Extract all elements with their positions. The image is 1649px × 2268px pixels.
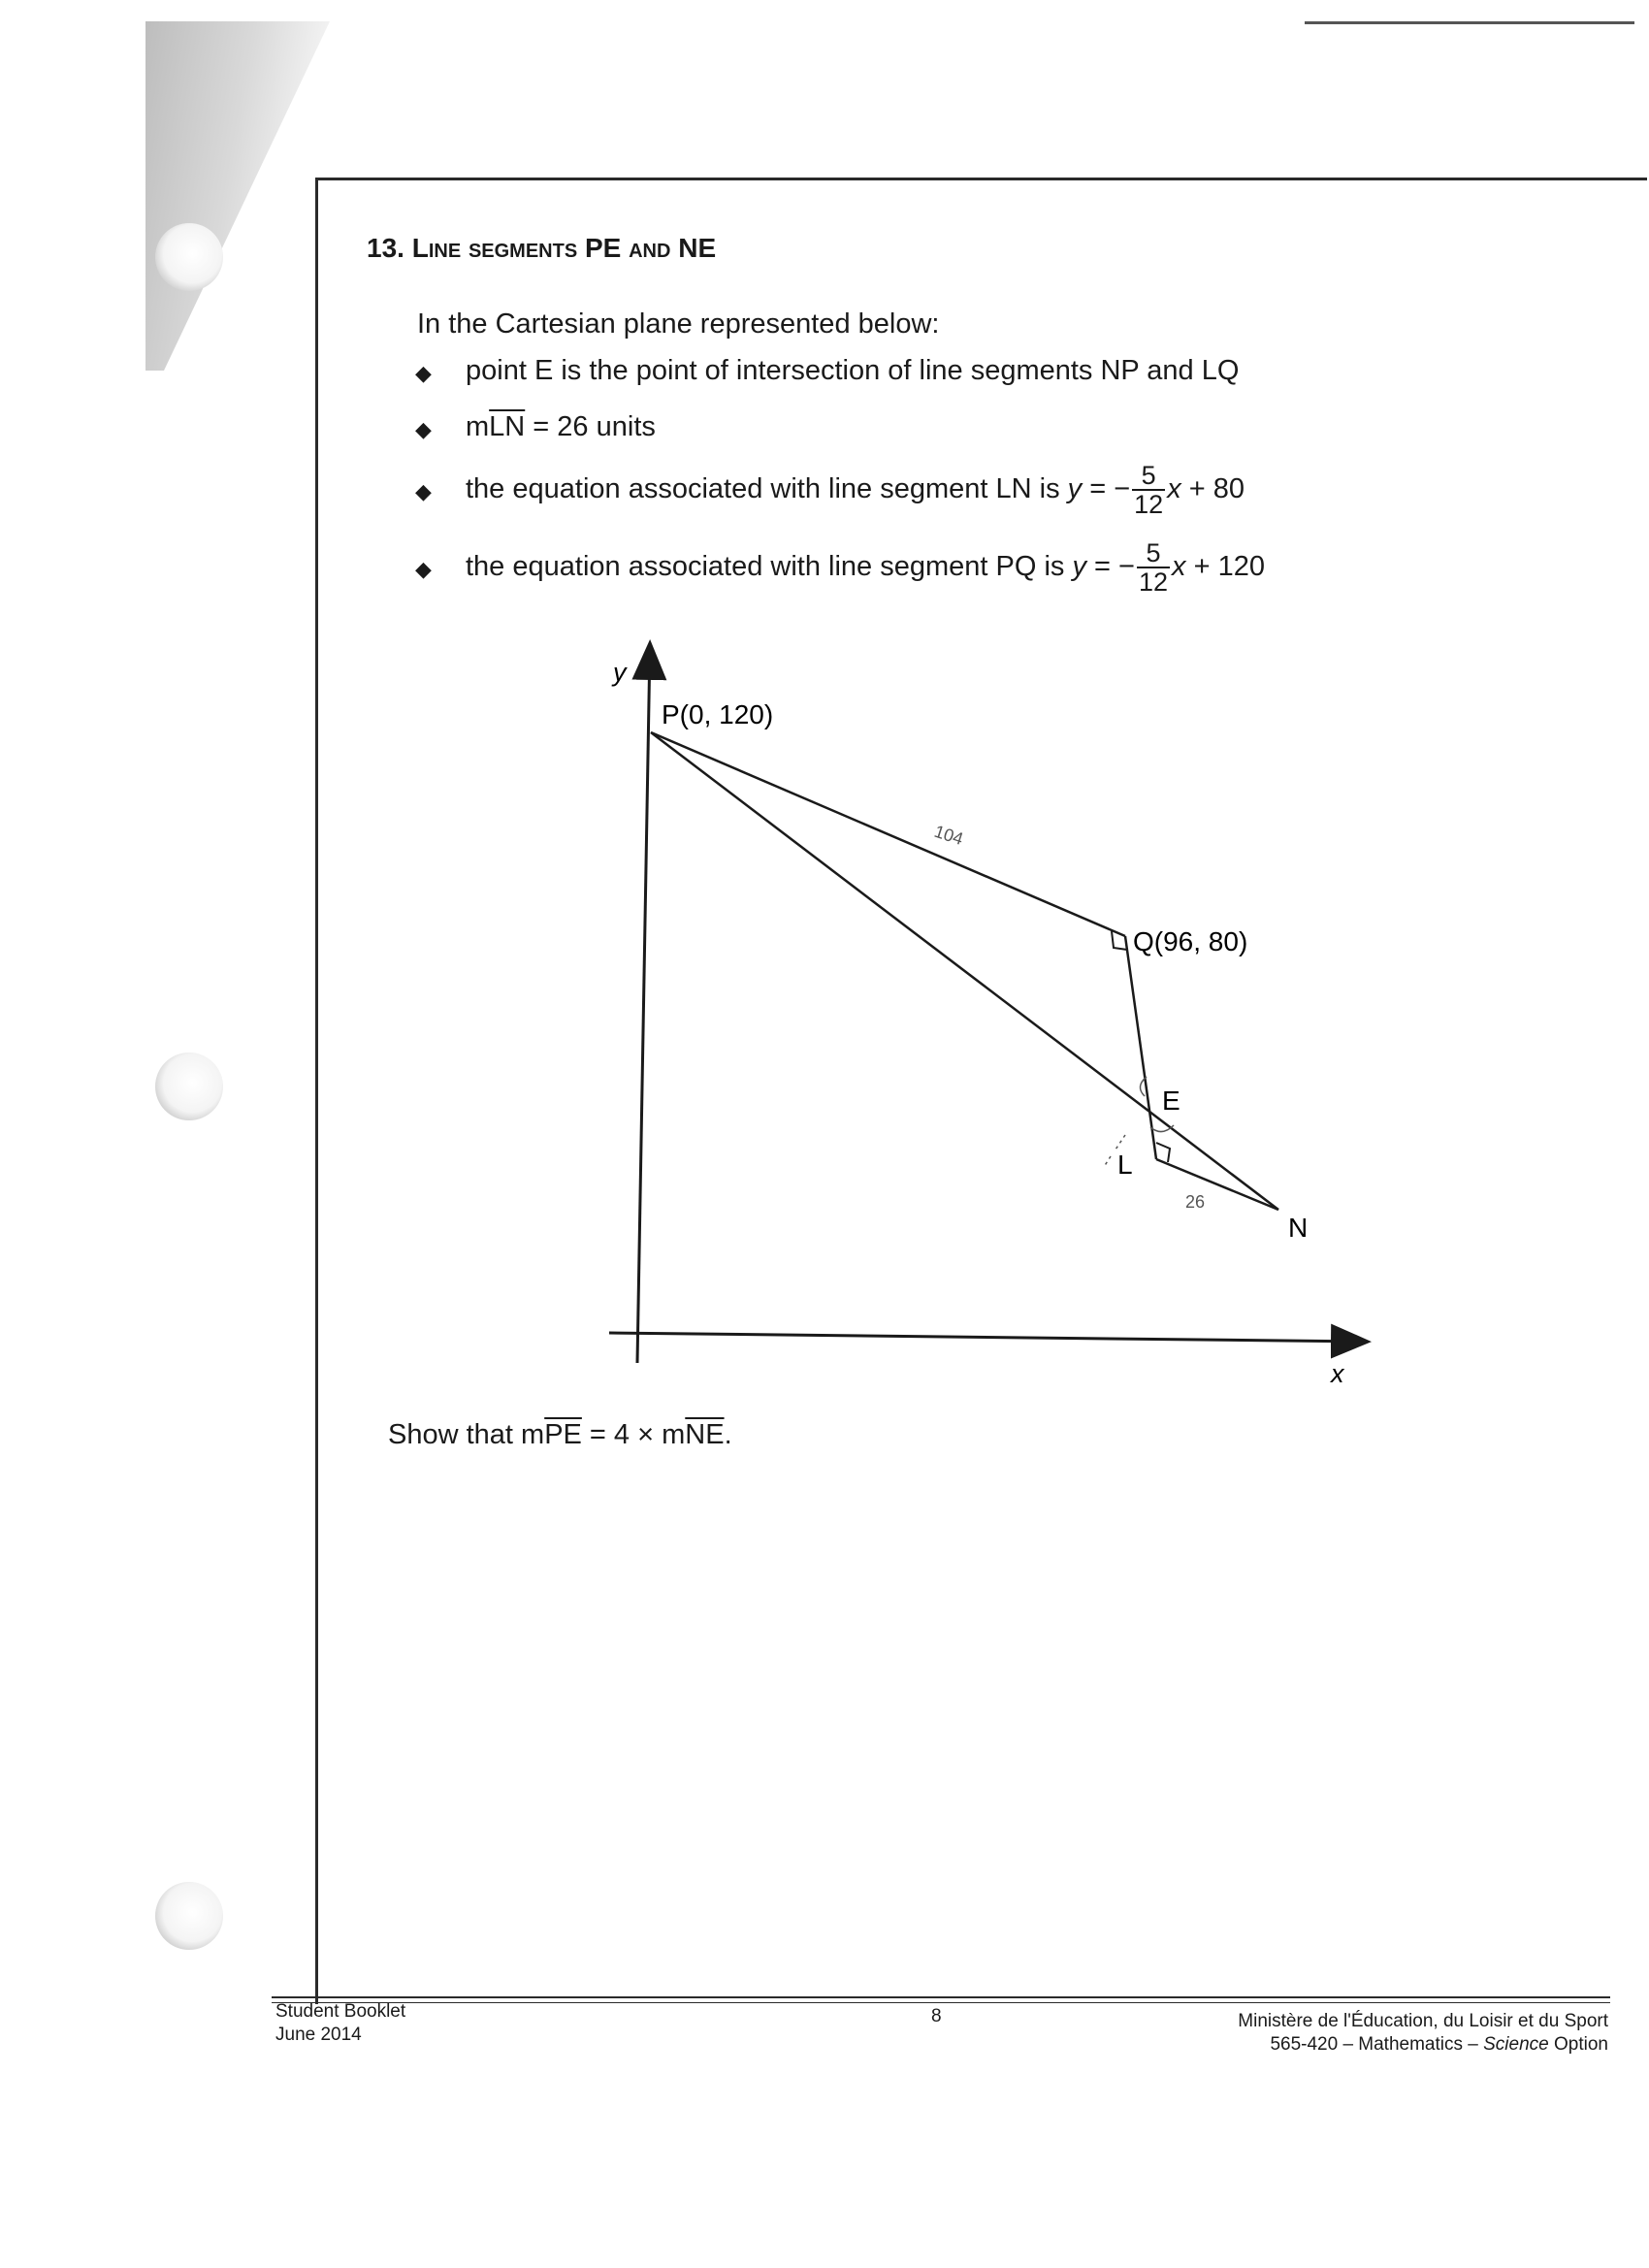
title-segment-ne: NE [678, 233, 717, 263]
measure-prefix: m [466, 411, 490, 442]
constant-term: + 80 [1180, 473, 1245, 504]
bullet-marker: ◆ [415, 417, 432, 441]
label-point-n: N [1288, 1213, 1309, 1243]
var-x: x [1167, 473, 1181, 504]
bullet-marker: ◆ [415, 361, 432, 385]
title-and: and [629, 233, 671, 263]
segment-ln: $\overline{LN}$ [489, 411, 526, 442]
segment-pn [651, 732, 1278, 1210]
question-number: 13. [367, 233, 404, 263]
var-x: x [1172, 551, 1186, 582]
var-y: y [1072, 551, 1086, 582]
label-point-p: P(0, 120) [662, 699, 774, 729]
footer-right [1238, 2010, 1608, 2057]
footer-booklet: Student Booklet [275, 2001, 406, 2022]
label-point-e: E [1162, 1085, 1180, 1116]
footer-course-suffix: Option [1548, 2034, 1608, 2055]
segment-pq [651, 732, 1125, 936]
length-value: = 26 units [525, 411, 656, 442]
footer-ministry: Ministère de l'Éducation, du Loisir et du Sport [1238, 2011, 1608, 2031]
task-segment-pe: $\overline{PE}$ [544, 1419, 582, 1450]
segment-ql [1125, 936, 1156, 1159]
label-point-q: Q(96, 80) [1133, 926, 1248, 956]
bullet-intersection: point E is the point of intersection of line segments NP and LQ [466, 355, 1240, 386]
handwritten-length-ln: 26 [1185, 1192, 1206, 1212]
footer-course [1238, 2033, 1608, 2057]
task-prefix: Show that m [388, 1419, 545, 1450]
fraction-denominator: 12 [1134, 490, 1164, 520]
segment-ln [1156, 1159, 1278, 1210]
fraction-numerator: 5 [1132, 462, 1165, 491]
bullet-marker: ◆ [415, 479, 432, 503]
footer-left [275, 2000, 405, 2047]
label-point-l: L [1117, 1150, 1133, 1180]
footer-rule [272, 1996, 1610, 1998]
footer-course-prefix: 565-420 – Mathematics – [1270, 2034, 1484, 2055]
footer-course-italic: Science [1483, 2034, 1549, 2055]
task-middle: = 4 × m [581, 1419, 686, 1450]
y-axis-label: y [613, 658, 627, 687]
equals-minus: = − [1085, 551, 1135, 582]
equation-ln-text: the equation associated with line segment LN is [466, 473, 1068, 504]
title-segment-pe: PE [584, 233, 622, 263]
x-axis [609, 1333, 1366, 1342]
bullet-marker: ◆ [415, 557, 432, 581]
fraction-denominator: 12 [1138, 567, 1169, 598]
handwritten-length-pq: 104 [931, 821, 966, 850]
x-axis-label: x [1331, 1359, 1344, 1388]
task-statement [388, 1419, 732, 1451]
var-y: y [1067, 473, 1083, 504]
footer-date: June 2014 [275, 2025, 362, 2045]
footer-rule-secondary [272, 2002, 1610, 2003]
page-number: 8 [931, 2006, 942, 2026]
task-segment-ne: $\overline{NE}$ [685, 1419, 725, 1450]
fraction-numerator: 5 [1137, 539, 1170, 568]
title-text: Line segments [411, 233, 578, 263]
equals-minus: = − [1082, 473, 1131, 504]
task-suffix: . [724, 1419, 732, 1450]
intro-text: In the Cartesian plane represented below: [417, 308, 940, 340]
constant-term: + 120 [1185, 551, 1265, 582]
y-axis [637, 645, 650, 1363]
equation-pq-text: the equation associated with line segment PQ is [466, 551, 1073, 582]
